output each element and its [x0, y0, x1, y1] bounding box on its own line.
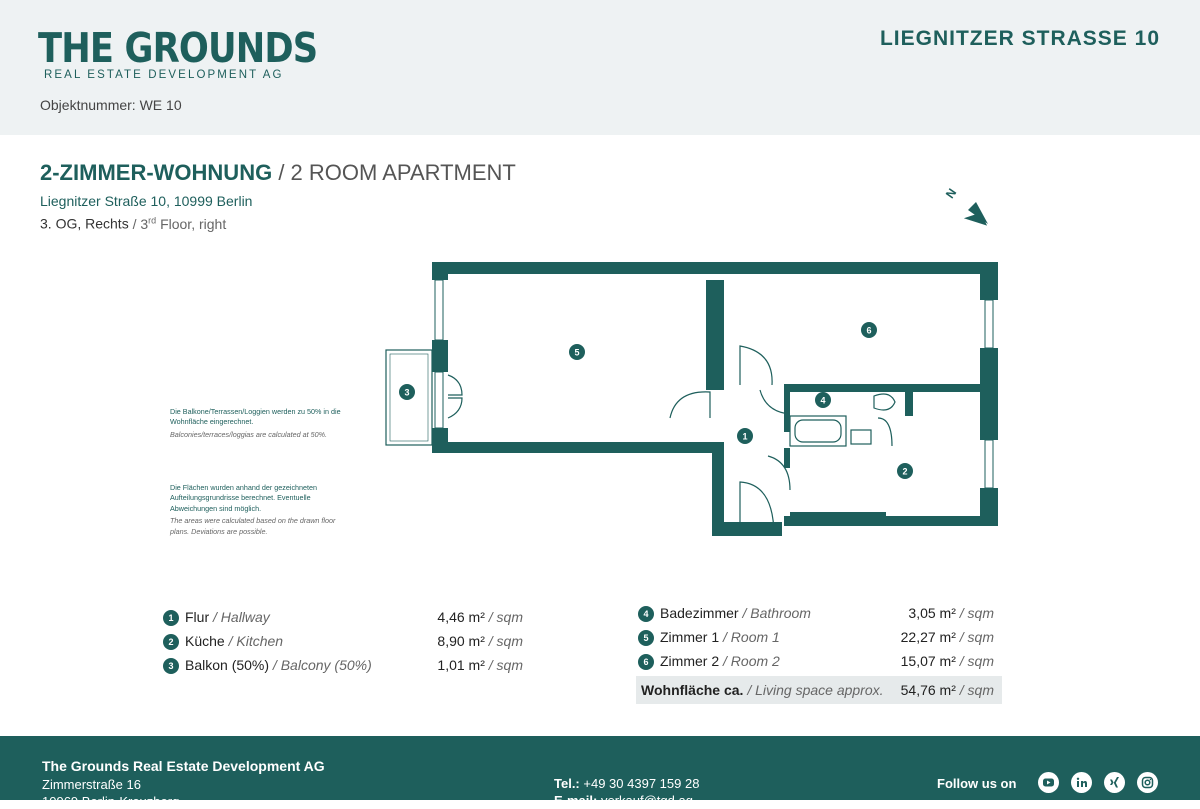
room-badge-5: 5 — [638, 630, 654, 646]
plan-marker-label: 5 — [574, 347, 580, 358]
plan-marker-3 — [399, 384, 415, 400]
room-name-de-4: Badezimmer — [660, 605, 739, 621]
floor-separator: / — [128, 215, 141, 232]
header-address: LIEGNITZER STRASSE 10 — [879, 27, 1160, 50]
room-markers — [399, 322, 913, 479]
footer-email-address[interactable]: verkauf@tgd.ag — [600, 793, 693, 808]
balcony-note-english: Balconies/terraces/loggias are calculated at 50%. — [170, 429, 328, 439]
youtube-icon[interactable] — [1038, 772, 1059, 793]
plan-marker-label: 1 — [742, 431, 748, 442]
plan-marker-label: 4 — [820, 395, 826, 406]
room-area-3: 1,01 m² — [437, 657, 485, 673]
total-unit: sqm — [967, 682, 994, 698]
compass-north-label: N — [942, 185, 960, 201]
footer-phone-number[interactable]: +49 30 4397 159 28 — [583, 776, 700, 791]
room-row-5: 5 Zimmer 1 / Room 1 22,27 m² / sqm — [638, 626, 998, 650]
room-name-en-4: Bathroom — [750, 605, 811, 621]
total-area: 54,76 m² — [900, 682, 956, 698]
footer-follow-label: Follow us on — [937, 776, 1017, 791]
room-name-en-6: Room 2 — [730, 653, 780, 669]
floor-plan — [380, 180, 1020, 560]
plan-marker-label: 2 — [902, 466, 908, 477]
room-badge-6: 6 — [638, 654, 654, 670]
footer — [0, 736, 1200, 809]
room-name-de-2: Küche — [185, 633, 225, 649]
area-note-german: Die Flächen wurden anhand der gezeichneten Aufteilungsgrundrisse berechnet. Eventuelle Abweichungen sind möglich. — [170, 483, 318, 513]
bathroom-fixtures — [790, 394, 895, 446]
footer-street: Zimmerstraße 16 — [42, 777, 141, 792]
property-address: Liegnitzer Straße 10, 10999 Berlin — [40, 193, 253, 209]
room-row-4: 4 Badezimmer / Bathroom 3,05 m² / sqm — [638, 602, 998, 626]
floor-info — [40, 215, 226, 232]
header — [0, 0, 1200, 135]
room-row-1: 1 Flur / Hallway 4,46 m² / sqm — [163, 606, 523, 630]
title-german: 2-ZIMMER-WOHNUNG — [40, 160, 273, 185]
room-row-3: 3 Balkon (50%) / Balcony (50%) 1,01 m² / sqm — [163, 654, 523, 678]
object-number: Objektnummer: WE 10 — [40, 97, 182, 113]
plan-marker-6 — [861, 322, 877, 338]
logo-title: THE GROUNDS — [38, 24, 318, 72]
room-area-4: 3,05 m² — [908, 605, 956, 621]
logo-subtitle: REAL ESTATE DEVELOPMENT AG — [44, 69, 284, 81]
room-unit-6: sqm — [967, 653, 994, 669]
room-unit-4: sqm — [967, 605, 994, 621]
room-area-6: 15,07 m² — [900, 653, 956, 669]
room-name-en-2: Kitchen — [236, 633, 284, 649]
room-badge-1: 1 — [163, 610, 179, 626]
room-unit-3: sqm — [496, 657, 523, 673]
room-unit-1: sqm — [496, 609, 523, 625]
area-note-english: The areas were calculated based on the drawn floor plans. Deviations are possible. — [170, 516, 336, 536]
footer-city: 10969 Berlin-Kreuzberg — [42, 794, 180, 809]
area-note — [170, 483, 350, 537]
plan-marker-1 — [737, 428, 753, 444]
compass-icon — [943, 186, 989, 226]
room-badge-2: 2 — [163, 634, 179, 650]
room-area-1: 4,46 m² — [437, 609, 485, 625]
room-name-de-1: Flur — [185, 609, 210, 625]
room-unit-5: sqm — [967, 629, 994, 645]
floor-english: Floor, right — [156, 215, 227, 232]
room-name-en-3: Balcony (50%) — [280, 657, 372, 673]
plan-marker-label: 6 — [866, 325, 872, 336]
room-name-en-5: Room 1 — [730, 629, 780, 645]
balcony-note-german: Die Balkone/Terrassen/Loggien werden zu 50% in die Wohnfläche eingerechnet. — [170, 407, 341, 427]
plan-marker-4 — [815, 392, 831, 408]
total-label-de: Wohnfläche ca. — [641, 682, 744, 698]
title-english: 2 ROOM APARTMENT — [290, 160, 516, 185]
floor-plan-doors — [448, 346, 790, 536]
footer-company: The Grounds Real Estate Development AG — [42, 758, 325, 774]
room-badge-4: 4 — [638, 606, 654, 622]
instagram-icon[interactable] — [1137, 772, 1158, 793]
room-name-de-5: Zimmer 1 — [660, 629, 720, 645]
xing-icon[interactable] — [1104, 772, 1125, 793]
footer-email — [554, 793, 693, 808]
room-name-en-1: Hallway — [220, 609, 270, 625]
plan-marker-5 — [569, 344, 585, 360]
room-row-2: 2 Küche / Kitchen 8,90 m² / sqm — [163, 630, 523, 654]
footer-email-label: E-mail: — [554, 793, 598, 808]
room-unit-2: sqm — [496, 633, 523, 649]
footer-phone-label: Tel.: — [554, 776, 580, 791]
room-row-6: 6 Zimmer 2 / Room 2 15,07 m² / sqm — [638, 650, 998, 674]
footer-phone — [554, 776, 699, 791]
room-name-de-6: Zimmer 2 — [660, 653, 720, 669]
floor-plan-walls — [432, 262, 998, 536]
plan-marker-2 — [897, 463, 913, 479]
plan-marker-label: 3 — [404, 387, 410, 398]
linkedin-icon[interactable] — [1071, 772, 1092, 793]
room-area-5: 22,27 m² — [900, 629, 956, 645]
floor-number: 3 — [140, 215, 149, 232]
total-living-space: Wohnfläche ca. / Living space approx. 54,76 m² / sqm — [636, 676, 1002, 704]
room-name-de-3: Balkon (50%) — [185, 657, 270, 673]
room-area-2: 8,90 m² — [437, 633, 485, 649]
title-separator: / — [272, 160, 291, 185]
floor-german: 3. OG, Rechts — [40, 215, 129, 232]
balcony-note — [170, 407, 350, 440]
floor-ordinal: rd — [148, 215, 157, 225]
room-badge-3: 3 — [163, 658, 179, 674]
total-label-en: Living space approx. — [755, 682, 884, 698]
